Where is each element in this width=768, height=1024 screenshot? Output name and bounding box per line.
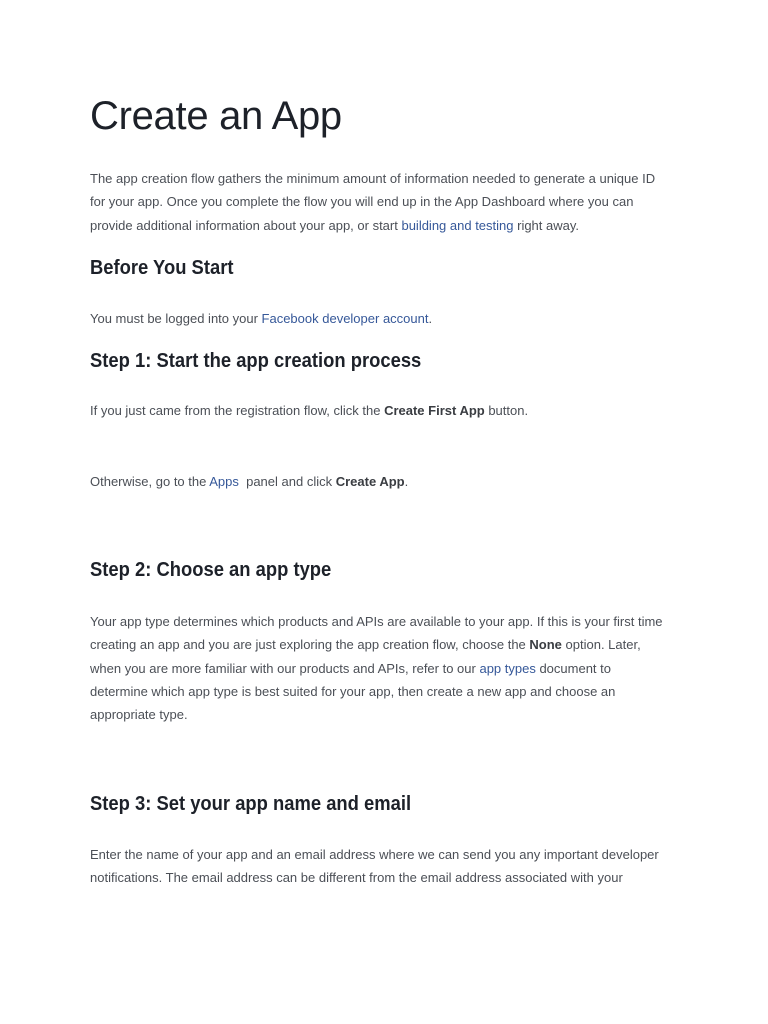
- step1-text-2: Otherwise, go to the: [90, 474, 210, 489]
- before-text-tail: .: [428, 311, 433, 326]
- create-app-label: Create App: [335, 474, 405, 489]
- step1-text-1: If you just came from the registration flow, click the: [90, 403, 385, 418]
- step2-heading: Step 2: Choose an app type: [90, 559, 332, 581]
- step1-paragraph-1: [90, 399, 690, 422]
- intro-line-3: [90, 214, 690, 237]
- step1-line-1: [90, 399, 690, 422]
- step1-line-2: [90, 470, 690, 493]
- step2-line-3-tail: document to: [535, 660, 611, 676]
- create-first-app-label: Create First App: [384, 403, 485, 418]
- step1-text-1-tail: button.: [484, 403, 529, 418]
- step2-line-4: determine which app type is best suited for your app, then create a new app and choose an: [90, 683, 616, 699]
- step2-line-3-text: when you are more familiar with our products and APIs, refer to our: [90, 660, 480, 676]
- before-you-start-heading: Before You Start: [90, 257, 234, 279]
- step2-line-3: [90, 657, 690, 680]
- step3-line-2: notifications. The email address can be different from the email address associated with your: [90, 870, 623, 886]
- step1-text-2-tail: .: [404, 474, 409, 489]
- step1-paragraph-2: [90, 470, 690, 493]
- step2-line-2-tail: option. Later,: [561, 637, 641, 653]
- step2-line-2: [90, 633, 690, 656]
- step3-paragraph: [90, 843, 690, 890]
- intro-line-3-tail: right away.: [513, 217, 580, 233]
- step3-heading: Step 3: Set your app name and email: [90, 793, 412, 815]
- before-you-start-paragraph: [90, 307, 690, 330]
- none-option-label: None: [529, 637, 562, 653]
- intro-line-3-text: provide additional information about your app, or start: [90, 217, 402, 233]
- step1-heading: Step 1: Start the app creation process: [90, 350, 422, 372]
- building-and-testing-link[interactable]: building and testing: [401, 217, 514, 233]
- page-title: Create an App: [90, 94, 342, 138]
- step2-line-5: appropriate type.: [90, 707, 188, 723]
- apps-panel-link[interactable]: Apps: [209, 474, 239, 489]
- intro-line-2: for your app. Once you complete the flow you will end up in the App Dashboard where you can: [90, 194, 634, 210]
- intro-paragraph: [90, 167, 690, 237]
- step2-paragraph: [90, 610, 690, 726]
- intro-line-1: The app creation flow gathers the minimum amount of information needed to generate a unique ID: [90, 171, 656, 186]
- step2-line-2-text: creating an app and you are just exploring the app creation flow, choose the: [90, 637, 530, 653]
- before-text: You must be logged into your: [90, 311, 262, 326]
- before-line: [90, 307, 690, 330]
- step2-line-1: Your app type determines which products and APIs are available to your app. If this is your first time: [90, 614, 663, 629]
- facebook-developer-account-link[interactable]: Facebook developer account: [261, 311, 429, 326]
- step1-text-2-mid: panel and click: [238, 474, 336, 489]
- step3-line-1: Enter the name of your app and an email address where we can send you any important developer: [90, 847, 659, 862]
- app-types-link[interactable]: app types: [479, 660, 536, 676]
